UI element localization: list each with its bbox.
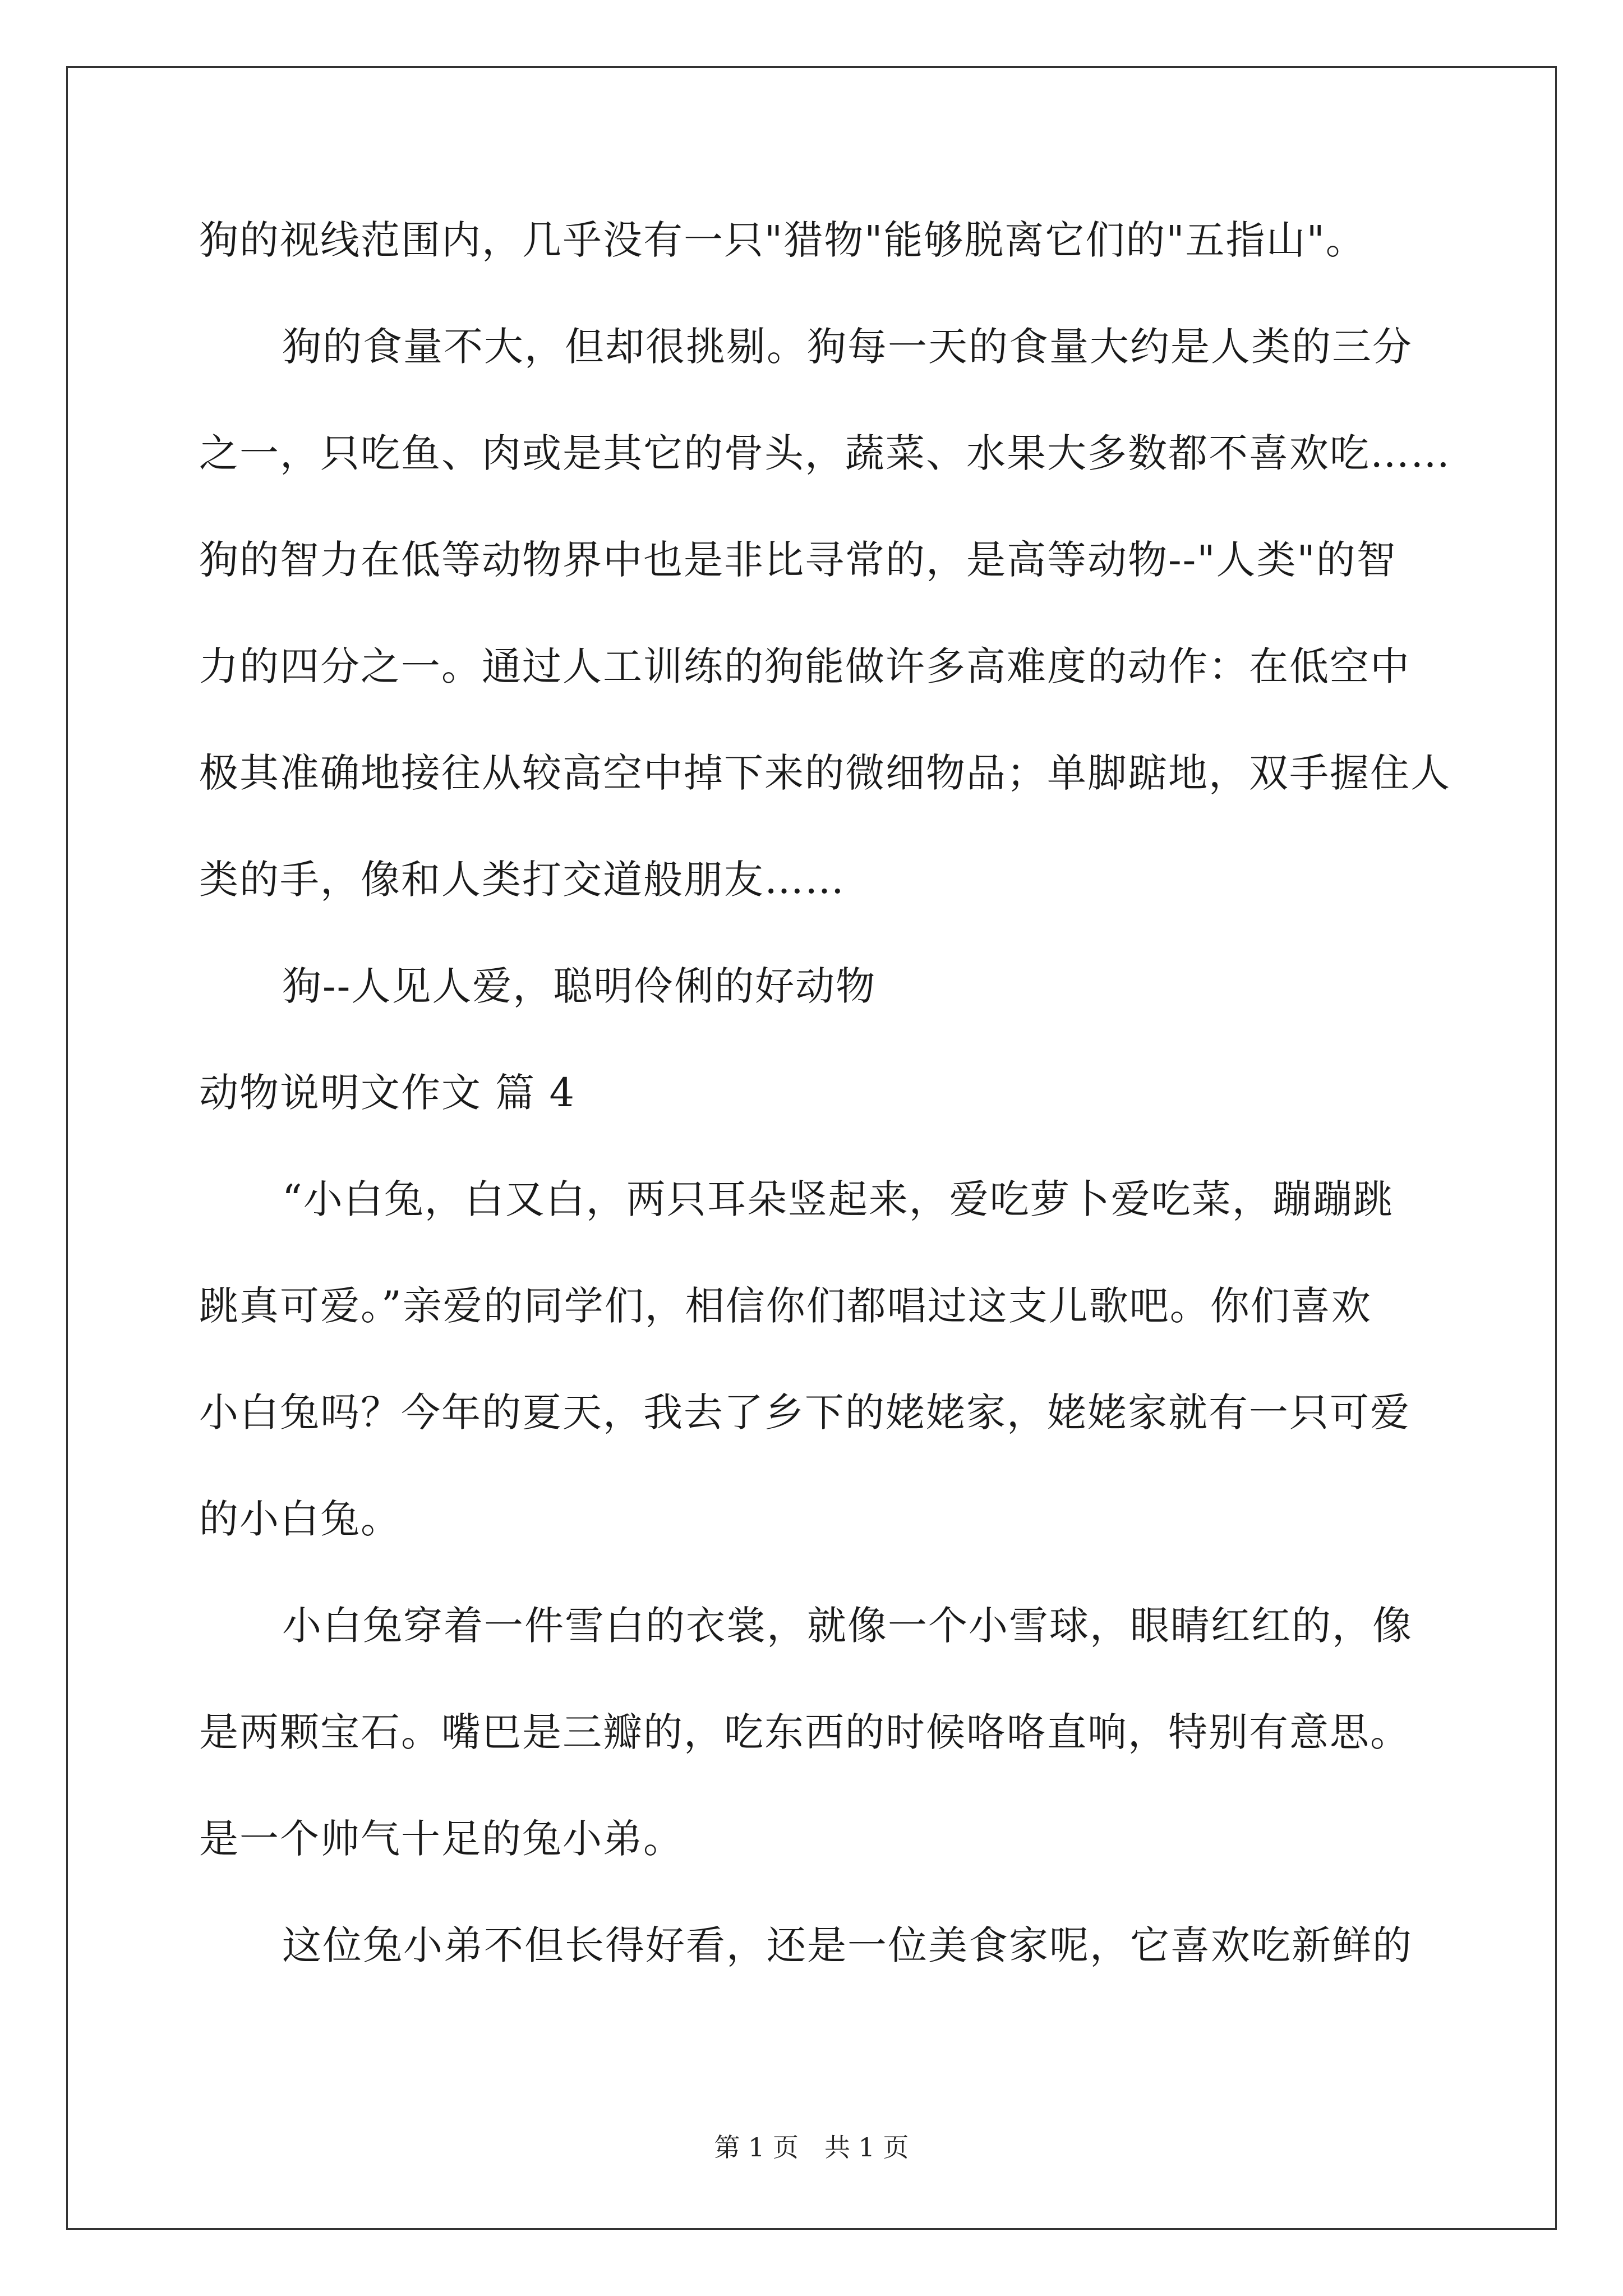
text-line: 狗的智力在低等动物界中也是非比寻常的，是高等动物--"人类"的智 [199, 537, 1397, 583]
text-line: 狗的视线范围内，几乎没有一只"猎物"能够脱离它们的"五指山"。 [199, 217, 1366, 263]
text-line: 类的手，像和人类打交道般朋友…… [199, 857, 845, 903]
text-line: 力的四分之一。通过人工训练的狗能做许多高难度的动作：在低空中 [199, 643, 1410, 689]
text-line: 是两颗宝石。嘴巴是三瓣的，吃东西的时候咯咯直响，特别有意思。 [199, 1709, 1410, 1755]
text-line: 小白兔吗？今年的夏天，我去了乡下的姥姥家，姥姥家就有一只可爱 [199, 1389, 1410, 1435]
text-line: 的小白兔。 [199, 1496, 401, 1542]
text-line: 之一，只吃鱼、肉或是其它的骨头，蔬菜、水果大多数都不喜欢吃…… [199, 430, 1451, 476]
text-line: 是一个帅气十足的兔小弟。 [199, 1816, 684, 1862]
text-line: “小白兔，白又白，两只耳朵竖起来，爱吃萝卜爱吃菜，蹦蹦跳 [282, 1176, 1394, 1222]
text-line: 这位兔小弟不但长得好看，还是一位美食家呢，它喜欢吃新鲜的 [282, 1922, 1413, 1968]
page-border [66, 66, 1557, 2230]
text-line: 狗的食量不大，但却很挑剔。狗每一天的食量大约是人类的三分 [282, 324, 1413, 370]
section-heading: 动物说明文作文 篇 4 [199, 1070, 576, 1116]
page-footer: 第 1 页 共 1 页 [714, 2132, 909, 2162]
text-line: 极其准确地接往从较高空中掉下来的微细物品；单脚踮地，双手握住人 [199, 750, 1451, 796]
text-line: 跳真可爱。”亲爱的同学们，相信你们都唱过这支儿歌吧。你们喜欢 [199, 1283, 1372, 1329]
text-line: 狗--人见人爱，聪明伶俐的好动物 [282, 963, 877, 1009]
text-line: 小白兔穿着一件雪白的衣裳，就像一个小雪球，眼睛红红的，像 [282, 1603, 1413, 1649]
